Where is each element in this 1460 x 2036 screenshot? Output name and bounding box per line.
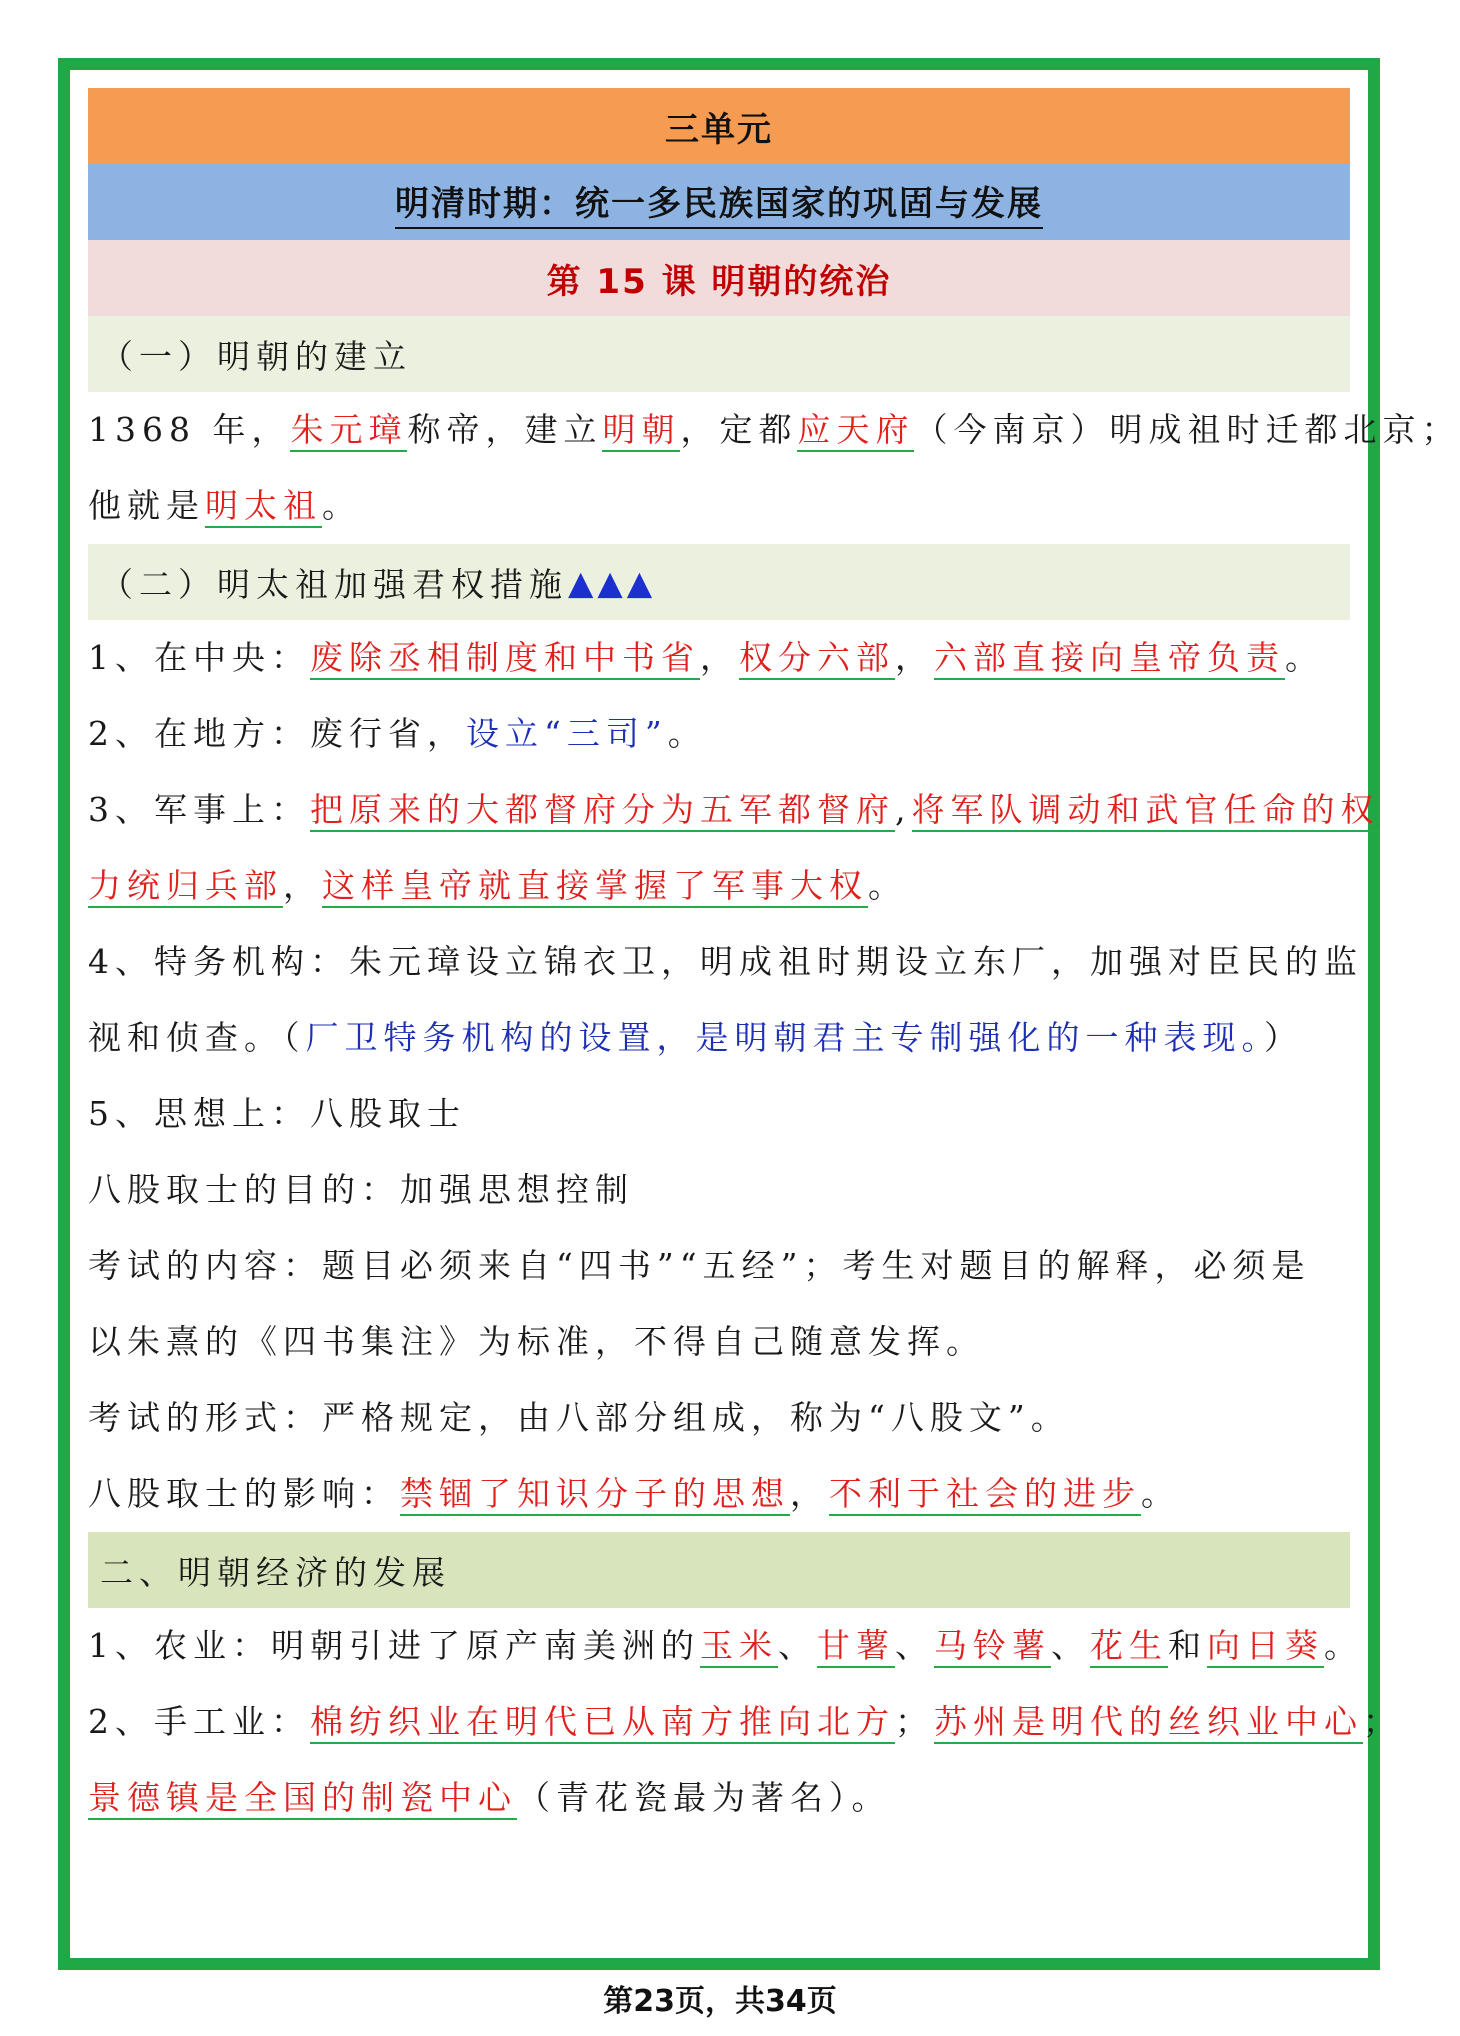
key-term: 苏州是明代的丝织业中心 — [934, 1702, 1363, 1744]
key-term: 六部直接向皇帝负责 — [934, 638, 1285, 680]
section-heading-economy: 二、明朝经济的发展 — [88, 1532, 1350, 1608]
page-number: 第23页，共34页 — [603, 1984, 837, 2019]
lesson-title-bar — [88, 240, 1350, 316]
section-heading-establishment: （一）明朝的建立 — [88, 316, 1350, 392]
key-term: 花生 — [1090, 1626, 1168, 1668]
unit-title: 三单元 — [665, 109, 773, 150]
period-title-bar — [88, 164, 1350, 240]
text-line: 视和侦查。（厂卫特务机构的设置，是明朝君主专制强化的一种表现。） — [88, 1018, 1303, 1057]
text-line: 考试的内容：题目必须来自“四书”“五经”；考生对题目的解释，必须是 — [88, 1246, 1311, 1285]
section-heading-measures: （二）明太祖加强君权措施 ▲▲▲ — [88, 544, 1350, 620]
importance-triangles-icon: ▲▲▲ — [568, 562, 657, 602]
blue-term: 设立“三司” — [466, 714, 668, 753]
key-term: 明朝 — [602, 410, 680, 452]
text-line: 3、军事上：把原来的大都督府分为五军都督府,将军队调动和武官任命的权 — [88, 772, 1350, 848]
key-term: 朱元璋 — [290, 410, 407, 452]
key-term: 权分六部 — [739, 638, 895, 680]
text-line: 八股取士的目的：加强思想控制 — [88, 1170, 634, 1209]
key-term: 棉纺织业在明代已从南方推向北方 — [310, 1702, 895, 1744]
text-line: 力统归兵部，这样皇帝就直接掌握了军事大权。 — [88, 848, 1350, 924]
key-term: 力统归兵部 — [88, 866, 283, 908]
unit-title-bar — [88, 88, 1350, 164]
key-term: 废除丞相制度和中书省 — [310, 638, 700, 680]
text-line: 2、手工业：棉纺织业在明代已从南方推向北方；苏州是明代的丝织业中心； — [88, 1684, 1350, 1760]
period-title: 明清时期：统一多民族国家的巩固与发展 — [395, 176, 1043, 229]
key-term: 玉米 — [700, 1626, 778, 1668]
text-line: 考试的形式：严格规定，由八部分组成，称为“八股文”。 — [88, 1398, 1070, 1437]
text-line: 以朱熹的《四书集注》为标准，不得自己随意发挥。 — [88, 1322, 985, 1361]
lesson-title: 第 15 课 明朝的统治 — [546, 261, 892, 302]
key-term: 把原来的大都督府分为五军都督府 — [310, 790, 895, 832]
text-line: 2、在地方：废行省，设立“三司”。 — [88, 714, 707, 753]
text-line: 4、特务机构：朱元璋设立锦衣卫，明成祖时期设立东厂，加强对臣民的监 — [88, 942, 1363, 981]
key-term: 马铃薯 — [934, 1626, 1051, 1668]
key-term: 这样皇帝就直接掌握了军事大权 — [322, 866, 868, 908]
text-line: 1、在中央：废除丞相制度和中书省，权分六部，六部直接向皇帝负责。 — [88, 620, 1350, 696]
key-term: 明太祖 — [205, 486, 322, 528]
key-term: 向日葵 — [1207, 1626, 1324, 1668]
page-content — [88, 88, 1460, 1836]
key-term: 应天府 — [797, 410, 914, 452]
text-line: 八股取士的影响：禁锢了知识分子的思想，不利于社会的进步。 — [88, 1456, 1350, 1532]
blue-note: 厂卫特务机构的设置，是明朝君主专制强化的一种表现。 — [305, 1018, 1264, 1057]
text-line: 他就是明太祖。 — [88, 468, 1350, 544]
key-term: 禁锢了知识分子的思想 — [400, 1474, 790, 1516]
text-line: 5、思想上：八股取士 — [88, 1094, 466, 1133]
text-line: 景德镇是全国的制瓷中心（青花瓷最为著名）。 — [88, 1760, 1350, 1836]
key-term: 将军队调动和武官任命的权 — [912, 790, 1380, 832]
key-term: 甘薯 — [817, 1626, 895, 1668]
key-term: 景德镇是全国的制瓷中心 — [88, 1778, 517, 1820]
text-line: 1368 年，朱元璋称帝，建立明朝，定都应天府（今南京）明成祖时迁都北京； — [88, 392, 1350, 468]
key-term: 不利于社会的进步 — [829, 1474, 1141, 1516]
text-line: 1、农业：明朝引进了原产南美洲的玉米、甘薯、马铃薯、花生和向日葵。 — [88, 1608, 1350, 1684]
